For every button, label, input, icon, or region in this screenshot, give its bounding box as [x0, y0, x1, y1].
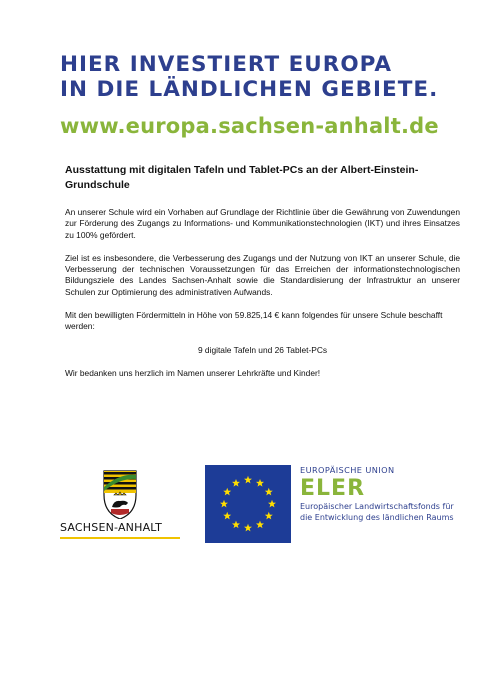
eler-description-line-2: die Entwicklung des ländlichen Raums: [300, 513, 454, 522]
eu-flag-icon: [205, 465, 291, 543]
eler-name: ELER: [300, 476, 366, 501]
headline-line-1: HIER INVESTIERT EUROPA: [60, 52, 393, 77]
logo-row: [0, 455, 494, 545]
eler-logo: [300, 465, 470, 523]
closing-thanks: Wir bedanken uns herzlich im Namen unserer Lehrkräfte und Kinder!: [65, 367, 321, 378]
paragraph-funding: An unserer Schule wird ein Vorhaben auf Grundlage der Richtlinie über die Gewährung von Zuwendungen zur Förderung des Zugangs zu Informations- und Kommunikationstechnologien (IKT) und ihres Einsatzes zu 100% gefördert.: [65, 207, 460, 240]
sachsen-anhalt-label: SACHSEN-ANHALT: [60, 521, 163, 534]
sachsen-anhalt-coat-of-arms-icon: [60, 465, 180, 519]
document-body: [65, 163, 460, 391]
paragraph-budget: Mit den bewilligten Fördermitteln in Höhe von 59.825,14 € kann folgendes für unsere Schule beschafft werden:: [65, 310, 443, 332]
eu-flag: [205, 465, 291, 543]
eler-description-line-1: Europäischer Landwirtschaftsfonds für: [300, 502, 454, 511]
sachsen-anhalt-underline: [60, 537, 180, 539]
document-title: Ausstattung mit digitalen Tafeln und Tablet-PCs an der Albert-Einstein-Grundschule: [65, 164, 419, 191]
website-url: www.europa.sachsen-anhalt.de: [60, 114, 439, 138]
purchased-items: 9 digitale Tafeln und 26 Tablet-PCs: [197, 344, 328, 355]
eu-union-label: EUROPÄISCHE UNION: [300, 465, 395, 475]
paragraph-goals: Ziel ist es insbesondere, die Verbesserung des Zugangs und der Nutzung von IKT an unserer Schule, die Verbesserung der technischen Voraussetzungen für das Erreichen der informationstechnologischen Bildungsziele des Landes Sachsen-Anhalt sowie die Standardisierung der Infrastruktur an unserer Schulen zur Optimierung des administrativen Aufwands.: [65, 252, 460, 297]
headline-line-2: IN DIE LÄNDLICHEN GEBIETE.: [60, 77, 439, 102]
